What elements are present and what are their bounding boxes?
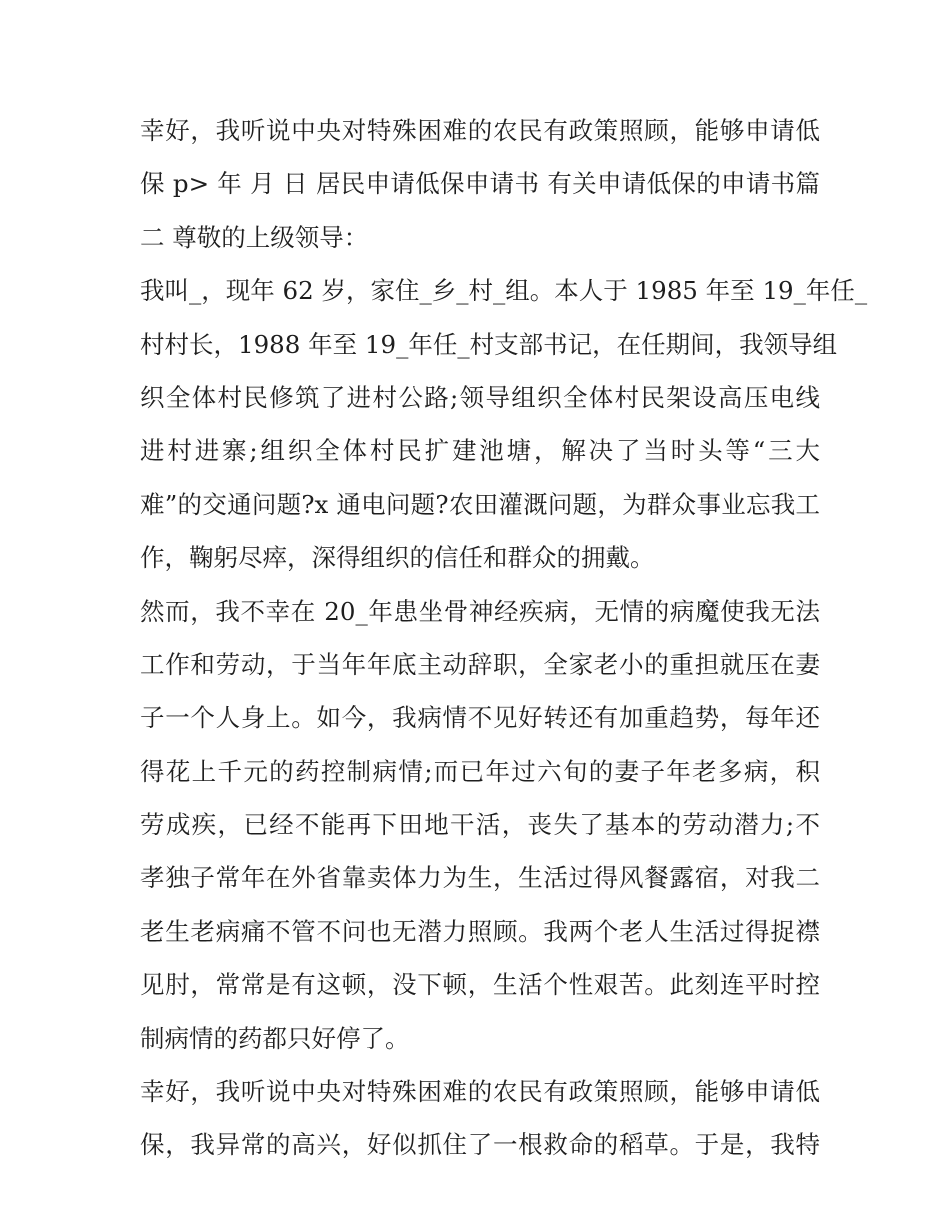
text-line-13: 得花上千元的药控制病情;而已年过六旬的妻子年老多病，积 (140, 756, 820, 786)
text-line-3: 二 尊敬的上级领导： (140, 222, 369, 252)
text-line-4: 我叫_，现年 62 岁，家住_乡_村_组。本人于 1985 年至 19_年任_ (140, 276, 868, 306)
text-line-12: 子一个人身上。如今，我病情不见好转还有加重趋势，每年还 (140, 703, 820, 733)
text-line-14: 劳成疾，已经不能再下田地干活，丧失了基本的劳动潜力;不 (140, 810, 820, 840)
text-line-6: 织全体村民修筑了进村公路;领导组织全体村民架设高压电线 (140, 382, 820, 412)
text-line-18: 制病情的药都只好停了。 (140, 1023, 410, 1053)
text-line-10: 然而，我不幸在 20_年患坐骨神经疾病，无情的病魔使我无法 (140, 596, 820, 626)
document-body (140, 104, 868, 1172)
text-line-11: 工作和劳动，于当年年底主动辞职，全家老小的重担就压在妻 (140, 649, 820, 679)
text-line-5: 村村长，1988 年至 19_年任_村支部书记，在任期间，我领导组 (140, 329, 838, 359)
text-line-1: 幸好，我听说中央对特殊困难的农民有政策照顾，能够申请低 (140, 116, 820, 145)
text-line-20: 保，我异常的高兴，好似抓住了一根救命的稻草。于是，我特 (140, 1130, 820, 1160)
text-line-2: 保 p> 年 月 日 居民申请低保申请书 有关申请低保的申请书篇 (140, 169, 820, 199)
text-line-15: 孝独子常年在外省靠卖体力为生，生活过得风餐露宿，对我二 (140, 863, 820, 893)
text-line-17: 见肘，常常是有这顿，没下顿，生活个性艰苦。此刻连平时控 (140, 970, 820, 1000)
text-line-16: 老生老病痛不管不问也无潜力照顾。我两个老人生活过得捉襟 (140, 916, 820, 946)
text-line-7: 进村进寨;组织全体村民扩建池塘，解决了当时头等“三大 (140, 436, 820, 466)
text-line-8: 难”的交通问题?x 通电问题?农田灌溉问题，为群众事业忘我工 (140, 489, 820, 519)
text-line-19: 幸好，我听说中央对特殊困难的农民有政策照顾，能够申请低 (140, 1077, 820, 1107)
text-line-9: 作，鞠躬尽瘁，深得组织的信任和群众的拥戴。 (140, 543, 655, 573)
